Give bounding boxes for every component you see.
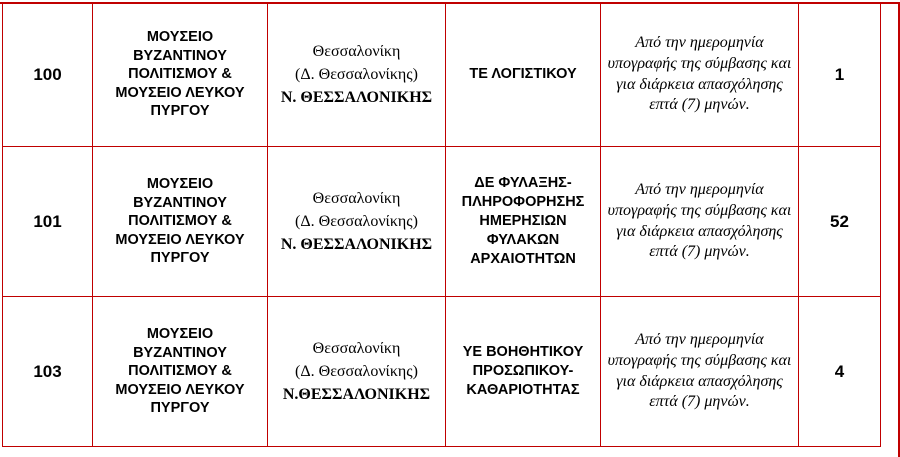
table-row	[3, 147, 881, 297]
location-prefecture: Ν.ΘΕΣΣΑΛΟΝΙΚΗΣ	[282, 386, 431, 404]
table-row	[3, 297, 881, 447]
cell-duration: Από την ημερομηνία υπογραφής της σύμβασης και για διάρκεια απασχόλησης επτά (7) μηνών.	[601, 147, 799, 297]
location-city: Θεσσαλονίκη	[312, 42, 401, 60]
page-frame-top-border	[0, 2, 900, 4]
location-city: Θεσσαλονίκη	[312, 339, 401, 357]
cell-organization: ΜΟΥΣΕΙΟ ΒΥΖΑΝΤΙΝΟΥ ΠΟΛΙΤΙΣΜΟΥ & ΜΟΥΣΕΙΟ ΛΕΥΚΟΥ ΠΥΡΓΟΥ	[93, 3, 268, 147]
cell-code: 101	[3, 147, 93, 297]
cell-positions: 52	[799, 147, 881, 297]
cell-location	[268, 147, 446, 297]
cell-organization: ΜΟΥΣΕΙΟ ΒΥΖΑΝΤΙΝΟΥ ΠΟΛΙΤΙΣΜΟΥ & ΜΟΥΣΕΙΟ ΛΕΥΚΟΥ ΠΥΡΓΟΥ	[93, 297, 268, 447]
cell-positions: 4	[799, 297, 881, 447]
location-city: Θεσσαλονίκη	[312, 189, 401, 207]
table-row	[3, 3, 881, 147]
location-municipality: (Δ. Θεσσαλονίκης)	[295, 362, 418, 380]
cell-code: 100	[3, 3, 93, 147]
document-page	[0, 2, 900, 457]
location-municipality: (Δ. Θεσσαλονίκης)	[295, 212, 418, 230]
cell-duration: Από την ημερομηνία υπογραφής της σύμβασης και για διάρκεια απασχόλησης επτά (7) μηνών.	[601, 297, 799, 447]
cell-positions: 1	[799, 3, 881, 147]
cell-duration: Από την ημερομηνία υπογραφής της σύμβασης και για διάρκεια απασχόλησης επτά (7) μηνών.	[601, 3, 799, 147]
cell-location	[268, 297, 446, 447]
location-prefecture: Ν. ΘΕΣΣΑΛΟΝΙΚΗΣ	[280, 89, 433, 107]
location-municipality: (Δ. Θεσσαλονίκης)	[295, 65, 418, 83]
cell-specialty: ΤΕ ΛΟΓΙΣΤΙΚΟΥ	[446, 3, 601, 147]
cell-specialty: ΔΕ ΦΥΛΑΞΗΣ-ΠΛΗΡΟΦΟΡΗΣΗΣ ΗΜΕΡΗΣΙΩΝ ΦΥΛΑΚΩΝ ΑΡΧΑΙΟΤΗΤΩΝ	[446, 147, 601, 297]
job-positions-table	[2, 2, 881, 447]
cell-location	[268, 3, 446, 147]
cell-code: 103	[3, 297, 93, 447]
cell-organization: ΜΟΥΣΕΙΟ ΒΥΖΑΝΤΙΝΟΥ ΠΟΛΙΤΙΣΜΟΥ & ΜΟΥΣΕΙΟ ΛΕΥΚΟΥ ΠΥΡΓΟΥ	[93, 147, 268, 297]
cell-specialty: ΥΕ ΒΟΗΘΗΤΙΚΟΥ ΠΡΟΣΩΠΙΚΟΥ-ΚΑΘΑΡΙΟΤΗΤΑΣ	[446, 297, 601, 447]
location-prefecture: Ν. ΘΕΣΣΑΛΟΝΙΚΗΣ	[280, 236, 433, 254]
